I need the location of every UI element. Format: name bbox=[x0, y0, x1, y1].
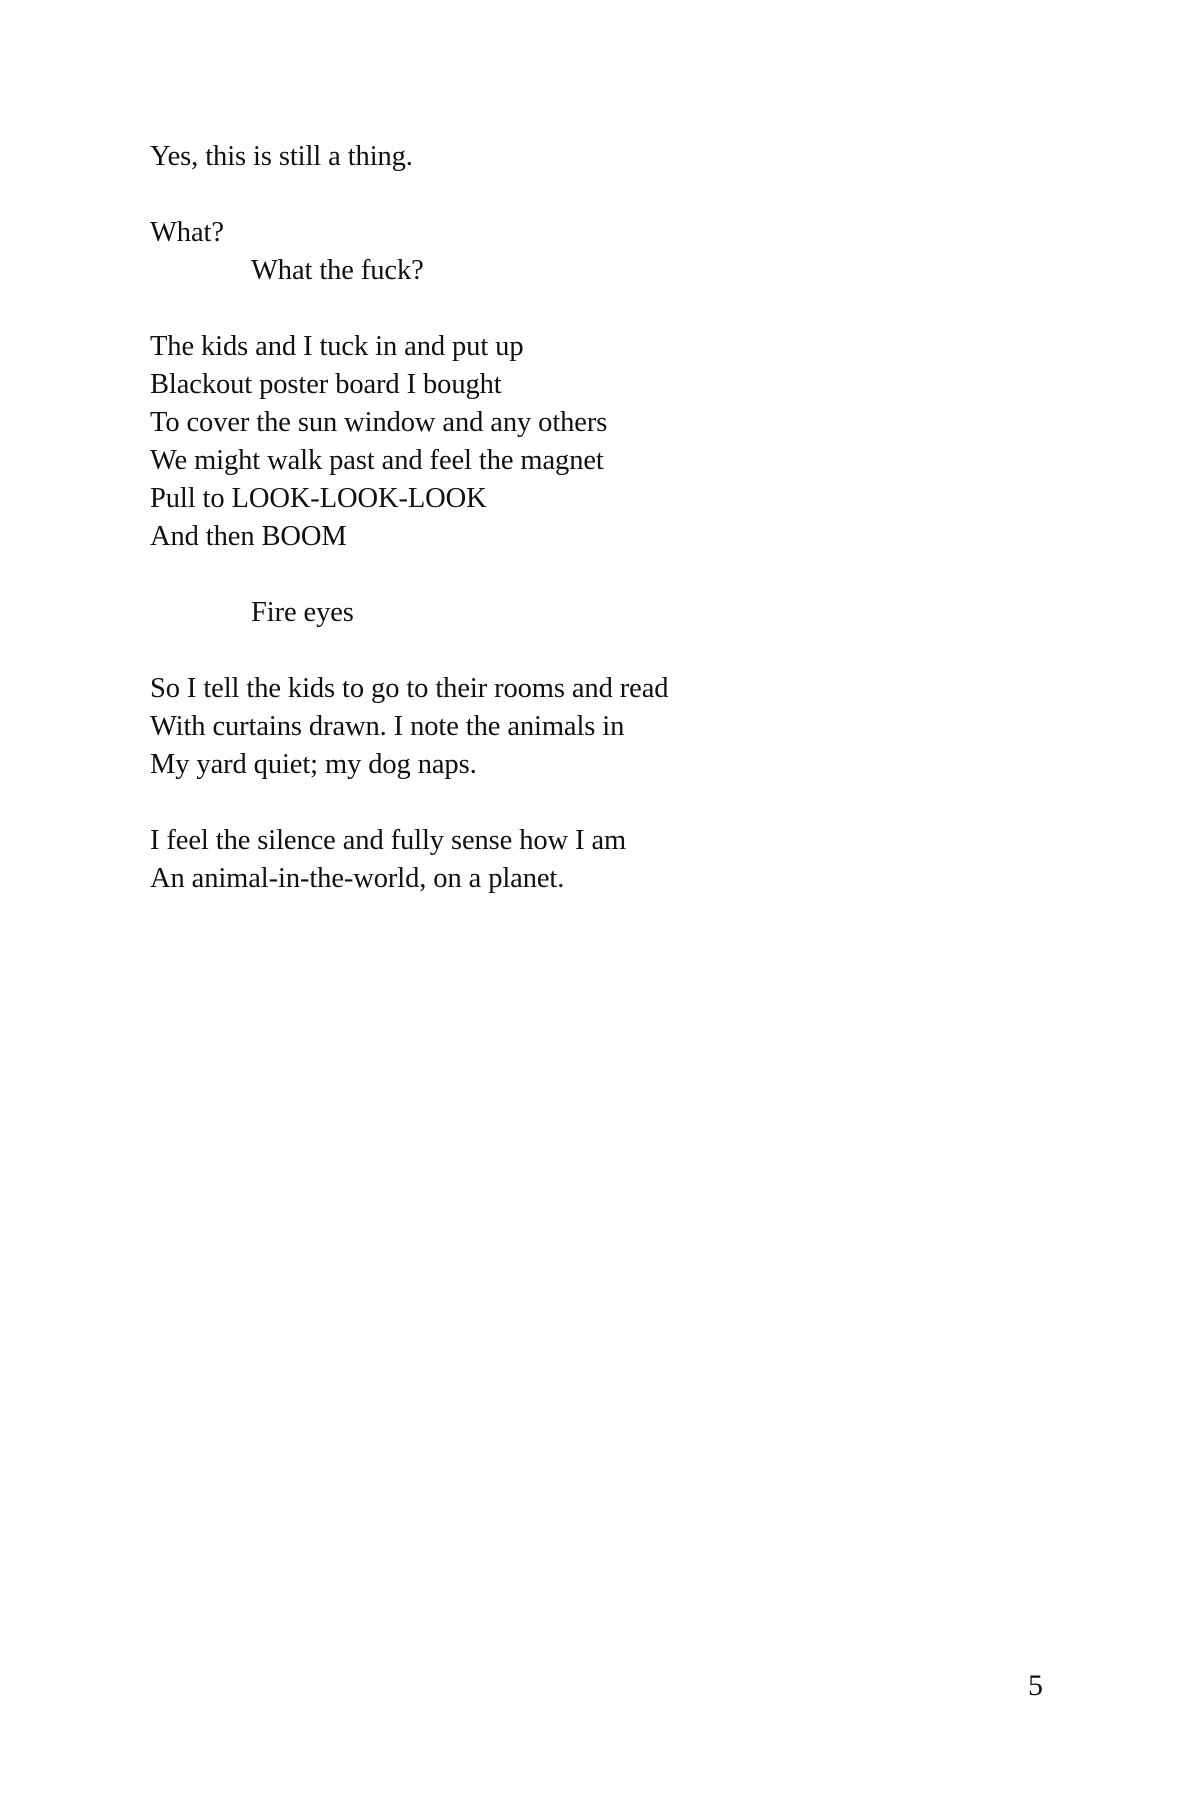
poem-line: My yard quiet; my dog naps. bbox=[150, 749, 477, 780]
poem-line: So I tell the kids to go to their rooms and read bbox=[150, 673, 669, 704]
poem-line-indented: What the fuck? bbox=[251, 255, 424, 286]
stanza-break bbox=[150, 632, 1050, 670]
poem-line: And then BOOM bbox=[150, 521, 347, 552]
poem-line: To cover the sun window and any others bbox=[150, 407, 608, 438]
poem-line: Blackout poster board I bought bbox=[150, 369, 502, 400]
poem-line-indented: Fire eyes bbox=[251, 597, 354, 628]
stanza-break bbox=[150, 176, 1050, 214]
stanza-break bbox=[150, 784, 1050, 822]
stanza-break bbox=[150, 556, 1050, 594]
page-number: 5 bbox=[1028, 1669, 1043, 1702]
poem-body bbox=[150, 138, 1050, 898]
poem-line: Yes, this is still a thing. bbox=[150, 141, 413, 172]
poem-line: The kids and I tuck in and put up bbox=[150, 331, 524, 362]
poem-line: I feel the silence and fully sense how I am bbox=[150, 825, 627, 856]
poem-line: With curtains drawn. I note the animals in bbox=[150, 711, 625, 742]
poem-line: We might walk past and feel the magnet bbox=[150, 445, 604, 476]
poem-line: What? bbox=[150, 217, 224, 248]
poem-line: Pull to LOOK-LOOK-LOOK bbox=[150, 483, 487, 514]
stanza-break bbox=[150, 290, 1050, 328]
poem-line: An animal-in-the-world, on a planet. bbox=[150, 863, 565, 894]
